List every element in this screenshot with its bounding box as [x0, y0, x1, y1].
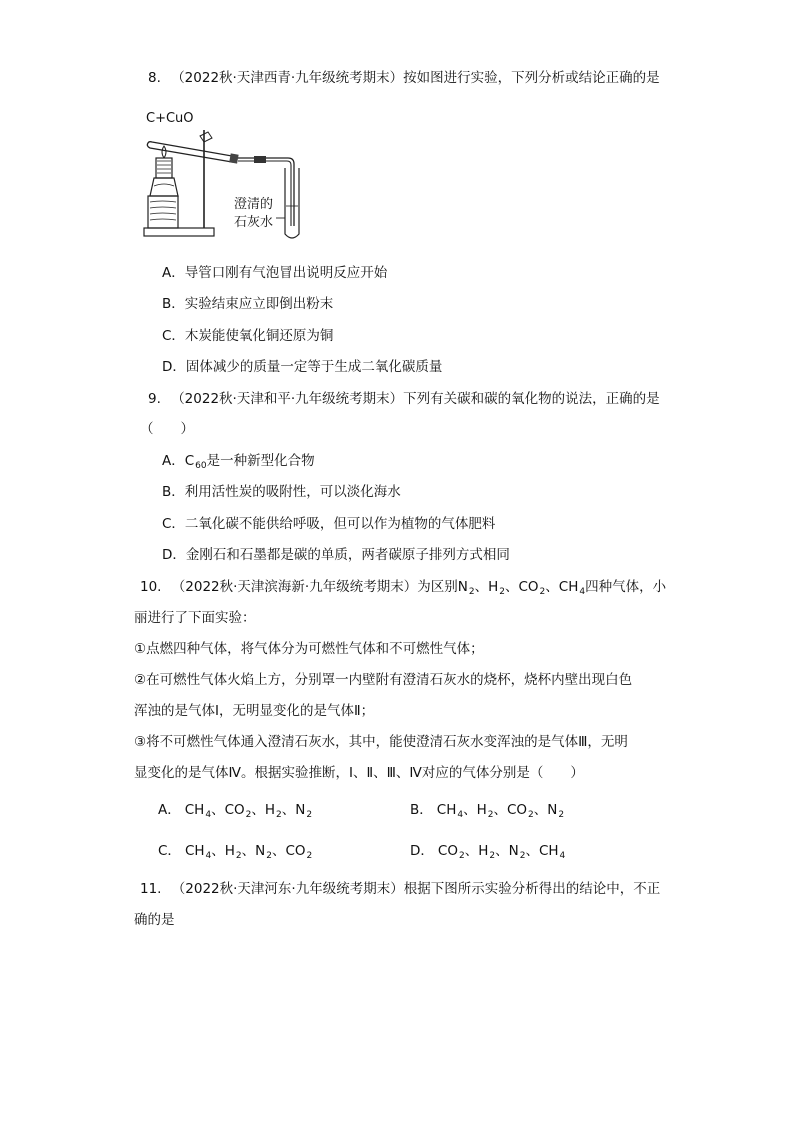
formula: $CH_4$ [184, 802, 212, 820]
q10-step2-line1: ②在可燃性气体火焰上方，分别罩一内壁附有澄清石灰水的烧杯，烧杯内壁出现白色 [134, 672, 633, 688]
formula-separator: 、 [525, 843, 539, 859]
q10-choice-b [410, 802, 564, 823]
q8-option-c: C．木炭能使氧化铜还原为铜 [162, 328, 334, 344]
formula: $N_2$ [295, 802, 313, 820]
formula-subscript: 2 [235, 851, 242, 861]
formula-subscript: 4 [205, 851, 212, 861]
formula-separator: 、 [241, 843, 256, 859]
q11-line2: 确的是 [134, 912, 175, 928]
formula: $CO_2$ [224, 802, 252, 820]
q10-stem-sub: 2 [539, 587, 546, 597]
formula: $N_2$ [508, 843, 526, 861]
formula-subscript: 2 [519, 851, 526, 861]
q10-number: 10. [140, 579, 162, 595]
q8-option-a: A．导管口刚有气泡冒出说明反应开始 [162, 265, 388, 281]
choice-label: D． [410, 843, 434, 859]
q9-number: 9. [148, 391, 161, 407]
q10-stem-part: 、CO [504, 579, 539, 595]
formula-subscript: 2 [266, 851, 272, 861]
formula-separator: 、 [251, 802, 265, 818]
q9-option-a [162, 453, 315, 474]
formula: $N_2$ [255, 843, 272, 861]
q10-step3-line2: 显变化的是气体Ⅳ。根据实验推断，Ⅰ、Ⅱ、Ⅲ、Ⅳ对应的气体分别是（ ） [134, 765, 584, 781]
q10-choice-a [158, 802, 312, 823]
formula-subscript: 2 [276, 810, 282, 820]
reactant-label: C+CuO [146, 111, 194, 126]
q10-choice-c [158, 843, 312, 864]
apparatus-figure [142, 108, 317, 248]
q9-source: （2022秋·天津和平·九年级统考期末） [171, 391, 404, 407]
formula-subscript: 2 [487, 810, 494, 820]
formula: $CH_4$ [184, 843, 212, 861]
formula-subscript: 2 [306, 810, 313, 820]
q10-stem-part: 四种气体，小 [585, 579, 667, 595]
formula: $H_2$ [264, 802, 282, 820]
limewater-label-line1: 澄清的 [234, 197, 274, 212]
formula-subscript: 2 [528, 810, 534, 820]
formula-subscript: 2 [558, 810, 565, 820]
q9-option-b: B．利用活性炭的吸附性，可以淡化海水 [162, 484, 401, 500]
q9-option-c: C．二氧化碳不能供给呼吸，但可以作为植物的气体肥料 [162, 516, 496, 532]
q10-step1: ①点燃四种气体，将气体分为可燃性气体和不可燃性气体； [134, 641, 484, 657]
q9-paren: （ ） [140, 421, 194, 437]
q10-line2: 丽进行了下面实验： [134, 610, 256, 626]
q8-stem: 按如图进行实验，下列分析或结论正确的是 [403, 70, 660, 86]
q8-number: 8. [148, 70, 161, 86]
formula-separator: 、 [463, 802, 477, 818]
q11-line1 [140, 881, 660, 897]
choice-label: C． [158, 843, 181, 859]
choice-label: B． [410, 802, 433, 818]
formula: $H_2$ [478, 843, 496, 861]
q10-choice-d [410, 843, 565, 864]
q8-option-b: B．实验结束应立即倒出粉末 [162, 296, 334, 312]
formula: $CH_4$ [436, 802, 464, 820]
formula-subscript: 2 [245, 810, 252, 820]
formula-separator: 、 [211, 802, 225, 818]
formula-separator: 、 [493, 802, 507, 818]
formula-subscript: 4 [559, 851, 566, 861]
formula: $CO_2$ [285, 843, 313, 861]
formula-subscript: 4 [457, 810, 464, 820]
q8-option-d: D．固体减少的质量一定等于生成二氧化碳质量 [162, 359, 443, 375]
formula-subscript: 2 [306, 851, 313, 861]
formula-separator: 、 [533, 802, 548, 818]
q8-source: （2022秋·天津西青·九年级统考期末） [171, 70, 404, 86]
q10-stem-sub: 4 [579, 587, 586, 597]
formula-separator: 、 [464, 843, 479, 859]
limewater-label-line2: 石灰水 [234, 215, 274, 230]
q11-stem-line1: 根据下图所示实验分析得出的结论中，不正 [403, 881, 661, 897]
q10-source: （2022秋·天津滨海新·九年级统考期末） [171, 579, 418, 595]
choice-label: A． [158, 802, 181, 818]
formula-separator: 、 [271, 843, 286, 859]
q9-option-d: D．金刚石和石墨都是碳的单质，两者碳原子排列方式相同 [162, 547, 510, 563]
q10-stem-sub: 2 [499, 587, 505, 597]
formula: $CH_4$ [538, 843, 566, 861]
formula-subscript: 4 [205, 810, 212, 820]
q10-stem-part: 、CH [545, 579, 579, 595]
q9-line [148, 391, 660, 407]
q9-option-a-rest: 是一种新型化合物 [206, 453, 315, 469]
q10-line1 [140, 579, 666, 600]
q11-number: 11. [140, 881, 162, 897]
formula-separator: 、 [281, 802, 296, 818]
q8-line [148, 70, 660, 86]
apparatus-diagram [142, 108, 317, 248]
q9-option-a-sub: 60 [195, 461, 207, 471]
formula-separator: 、 [211, 843, 225, 859]
formula: $CO_2$ [506, 802, 534, 820]
q10-stem-sub: 2 [468, 587, 475, 597]
q10-stem-part: 、H [474, 579, 499, 595]
q10-stem-part: 为区别N [417, 579, 468, 595]
q9-stem: 下列有关碳和碳的氧化物的说法，正确的是 [403, 391, 660, 407]
q10-step2-line2: 浑浊的是气体Ⅰ，无明显变化的是气体Ⅱ； [134, 703, 375, 719]
formula-subscript: 2 [458, 851, 465, 861]
formula-separator: 、 [495, 843, 509, 859]
formula: $N_2$ [547, 802, 565, 820]
formula-subscript: 2 [489, 851, 496, 861]
q11-source: （2022秋·天津河东·九年级统考期末） [171, 881, 404, 897]
formula: $H_2$ [476, 802, 494, 820]
q9-option-a-prefix: A．C [162, 453, 195, 469]
q10-step3-line1: ③将不可燃性气体通入澄清石灰水，其中，能使澄清石灰水变浑浊的是气体Ⅲ，无明 [134, 734, 628, 750]
formula: $H_2$ [224, 843, 242, 861]
formula: $CO_2$ [437, 843, 465, 861]
